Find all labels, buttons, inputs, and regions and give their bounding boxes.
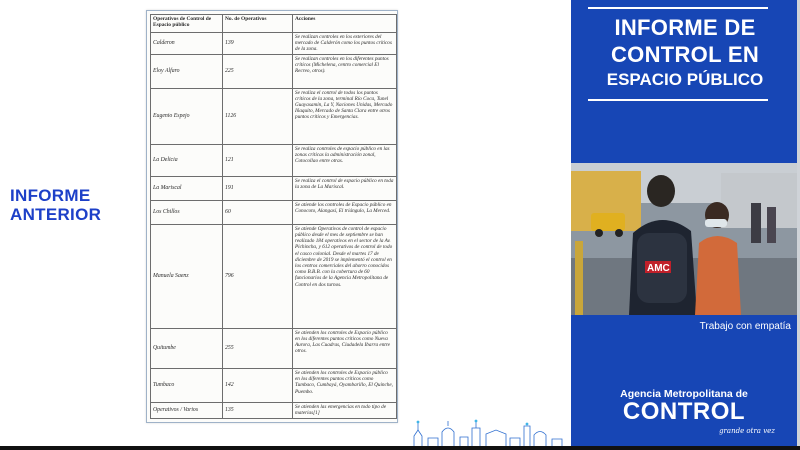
zone-cell: Eloy Alfaro <box>151 54 223 88</box>
report-title-line2: CONTROL EN <box>610 42 760 67</box>
actions-cell: Se realizan controles en los diferentes puntos críticos (Michelena, centro comercial El Recreo, otros). <box>293 54 397 88</box>
agency-tagline: grande otra vez <box>719 427 775 435</box>
previous-report-heading-line2: ANTERIOR <box>10 205 102 224</box>
actions-cell: Se atiende los controles de Espacio público en Conocoto, Alangasí, El triángulo, La Merced. <box>293 200 397 224</box>
zone-cell: Operativos / Varios <box>151 402 223 418</box>
count-cell: 225 <box>223 54 293 88</box>
zone-cell: Los Chillos <box>151 200 223 224</box>
table-row <box>151 368 397 402</box>
title-bottom-rule <box>588 99 768 101</box>
count-cell: 60 <box>223 200 293 224</box>
table-row <box>151 88 397 144</box>
actions-cell: Se atienden los controles de Espacio público en los diferentes puntos críticos como Nueva Aurora, Las Cuadras, Ciudadela Ibarra entre otros. <box>293 328 397 368</box>
table-row <box>151 144 397 176</box>
report-title <box>585 14 785 92</box>
previous-report-heading-line1: INFORME <box>10 186 91 205</box>
city-skyline-icon <box>408 418 568 448</box>
actions-cell: Se atiende Operativos de control de espacio público desde el mes de septiembre se han realizado 184 operativos en el sector de la Av. Pichincha, y 612 operativos de control de todo el casco colonial. Desde el martes 17 de diciembre de 2019 se implementó el control en los centros comerciales del ahorro conocidos como B.B.B. con la cobertura de 60 funcionarios de la Agencia Metropolitana de Control en dos turnos. <box>293 224 397 328</box>
zone-cell: Eugenio Espejo <box>151 88 223 144</box>
title-top-rule <box>588 7 768 9</box>
table-header-row <box>151 15 397 33</box>
agency-name-line2: CONTROL <box>622 398 746 425</box>
count-cell: 191 <box>223 176 293 200</box>
actions-cell: Se atienden las emergencias en todo tipo de materias[1] <box>293 402 397 418</box>
actions-cell: Se realizan controles en los exteriores del mercado de Calderón como los puntos críticos de la zona. <box>293 33 397 55</box>
zone-cell: La Delicia <box>151 144 223 176</box>
report-panel <box>571 0 797 450</box>
table-row <box>151 176 397 200</box>
table-row <box>151 54 397 88</box>
count-cell: 135 <box>223 402 293 418</box>
street-photo <box>571 163 797 315</box>
zone-cell: Tumbaco <box>151 368 223 402</box>
operations-document <box>146 10 398 423</box>
count-cell: 796 <box>223 224 293 328</box>
zone-cell: Calderon <box>151 33 223 55</box>
previous-report-heading <box>10 186 140 224</box>
table-row <box>151 224 397 328</box>
count-cell: 1126 <box>223 88 293 144</box>
header-actions: Acciones <box>293 15 397 33</box>
zone-cell: Manuela Saenz <box>151 224 223 328</box>
actions-cell: Se atienden los controles de Espacio público en los diferentes puntos críticos como Tumbaco, Cumbayá, Oyambarillo, El Quinche, Puembo. <box>293 368 397 402</box>
table-row <box>151 328 397 368</box>
operations-table <box>150 14 397 419</box>
report-title-line1: INFORME DE <box>614 15 756 40</box>
street-scene-image <box>571 163 797 315</box>
count-cell: 255 <box>223 328 293 368</box>
header-zone: Operativos de Control de Espacio público <box>151 15 223 33</box>
bottom-edge-strip <box>0 446 800 450</box>
actions-cell: Se realiza controles de espacio público en las zonas críticas la administración zonal, Cotocollao entre otras. <box>293 144 397 176</box>
header-count: No. de Operativos <box>223 15 293 33</box>
count-cell: 139 <box>223 33 293 55</box>
table-row <box>151 200 397 224</box>
amc-backpack-label: AMC <box>647 263 670 274</box>
agency-name-line1: Agencia Metropolitana de <box>620 388 748 400</box>
zone-cell: Quitumbe <box>151 328 223 368</box>
table-row <box>151 402 397 418</box>
zone-cell: La Mariscal <box>151 176 223 200</box>
actions-cell: Se realiza el control de todos los puntos críticos de la zona, terminal Río Coca, Tunel Guayasamín, La Y, Naciones Unidas, Mercado Iñaquito, Mercado de Santa Clara entre otros puntos críticos y Emergencias. <box>293 88 397 144</box>
actions-cell: Se realiza el control de espacio público en toda la zona de La Mariscal. <box>293 176 397 200</box>
table-row <box>151 33 397 55</box>
slogan-text: Trabajo con empatía <box>699 321 791 332</box>
report-title-line3: ESPACIO PÚBLICO <box>606 70 764 89</box>
count-cell: 142 <box>223 368 293 402</box>
count-cell: 121 <box>223 144 293 176</box>
